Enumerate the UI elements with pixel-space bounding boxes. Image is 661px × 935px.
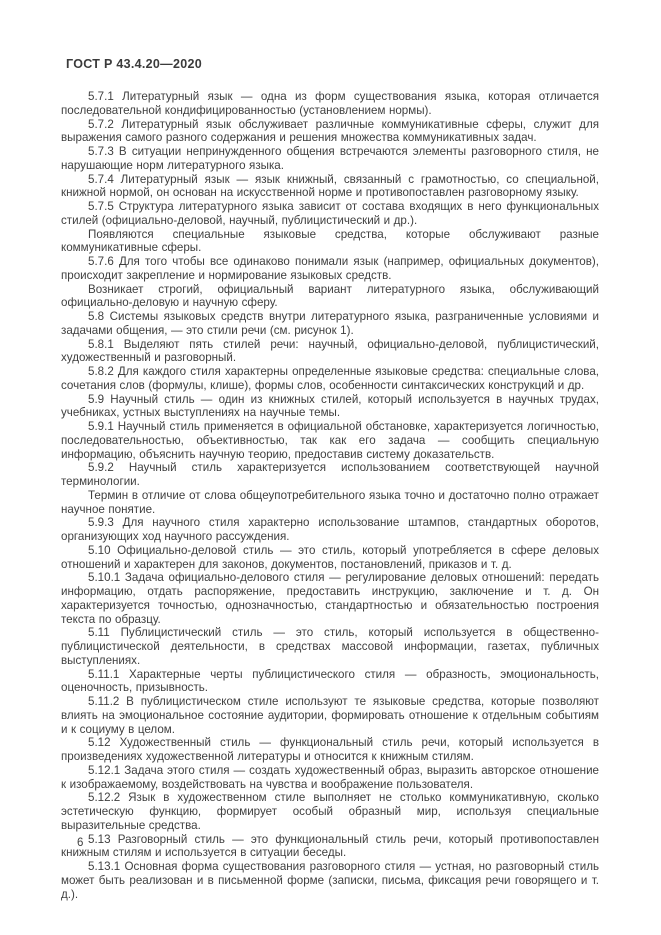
paragraph: 5.9.1 Научный стиль применяется в официальной обстановке, характеризуется логичностью, последовательностью, объективностью, так как его задача — сообщить специальную информацию, объяснить научную теорию, предоставив систему доказательств. bbox=[61, 420, 599, 461]
paragraph: 5.7.5 Структура литературного языка зависит от состава входящих в него функциональных стилей (официально-деловой, научный, публицистический и др.). bbox=[61, 200, 599, 227]
paragraph: 5.7.4 Литературный язык — язык книжный, связанный с грамотностью, со специальной, книжной нормой, он основан на искусственной норме и противопоставлен разговорному языку. bbox=[61, 172, 599, 200]
paragraph: 5.7.6 Для того чтобы все одинаково понимали язык (например, официальных документов), происходит закрепление и нормирование языковых средств. bbox=[61, 255, 599, 282]
paragraph: 5.8.1 Выделяют пять стилей речи: научный, официально-деловой, публицистический, художественный и разговорный. bbox=[61, 337, 599, 365]
paragraph: 5.11.1 Характерные черты публицистического стиля — образность, эмоциональность, оценочность, призывность. bbox=[61, 667, 599, 695]
paragraph: Термин в отличие от слова общеупотребительного языка точно и достаточно полно отражает научное понятие. bbox=[61, 488, 599, 516]
paragraph: 5.12 Художественный стиль — функциональный стиль речи, который используется в произведениях художественной литературы и относится к книжным стилям. bbox=[61, 736, 599, 763]
paragraph: 5.9.3 Для научного стиля характерно использование штампов, стандартных оборотов, организующих ход научного рассуждения. bbox=[61, 516, 599, 543]
paragraph: 5.11.2 В публицистическом стиле используют те языковые средства, которые позволяют влиять на эмоциональное состояние аудитории, формировать отношение к отдельным событиям и к социуму в целом. bbox=[61, 695, 599, 736]
page-number: 6 bbox=[77, 837, 84, 849]
paragraph: 5.13 Разговорный стиль — это функциональный стиль речи, который противопоставлен книжным стилям и используется в ситуации беседы. bbox=[61, 832, 599, 860]
paragraph: 5.10.1 Задача официально-делового стиля — регулирование деловых отношений: передать информацию, отдать распоряжение, предоставить инструкцию, заключение и т. д. Он характеризуется точностью, однозначностью, стандартностью и обязательностью построения текста по образцу. bbox=[61, 571, 599, 626]
paragraph: 5.9.2 Научный стиль характеризуется использованием соответствующей научной терминологии. bbox=[61, 461, 599, 488]
paragraph: 5.10 Официально-деловой стиль — это стиль, который употребляется в сфере деловых отношений и характерен для законов, документов, постановлений, приказов и т. д. bbox=[61, 543, 599, 571]
paragraph: 5.11 Публицистический стиль — это стиль, который используется в общественно-публицистической деятельности, в средствах массовой информации, газетах, публичных выступлениях. bbox=[61, 626, 599, 667]
paragraph: 5.8 Системы языковых средств внутри литературного языка, разграниченные условиями и задачами общения, — это стили речи (см. рисунок 1). bbox=[61, 310, 599, 337]
paragraph: Появляются специальные языковые средства, которые обслуживают разные коммуникативные сферы. bbox=[61, 227, 599, 255]
paragraph: 5.7.3 В ситуации непринужденного общения встречаются элементы разговорного стиля, не нарушающие норм литературного языка. bbox=[61, 145, 599, 172]
paragraph: 5.12.2 Язык в художественном стиле выполняет не столько коммуникативную, сколько эстетическую функцию, формирует особый образный мир, используя специальные выразительные средства. bbox=[61, 791, 599, 832]
paragraph: 5.9 Научный стиль — один из книжных стилей, который используется в научных трудах, учебниках, устных выступлениях на научные темы. bbox=[61, 392, 599, 420]
paragraph: Возникает строгий, официальный вариант литературного языка, обслуживающий официально-деловую и научную сферу. bbox=[61, 282, 599, 310]
body-text bbox=[61, 90, 599, 901]
paragraph: 5.7.1 Литературный язык — одна из форм существования языка, которая отличается последовательной кондифицированностью (установлением нормы). bbox=[61, 90, 599, 117]
paragraph: 5.8.2 Для каждого стиля характерны определенные языковые средства: специальные слова, сочетания слов (формулы, клише), формы слов, особенности синтаксических конструкций и др. bbox=[61, 365, 599, 392]
paragraph: 5.12.1 Задача этого стиля — создать художественный образ, выразить авторское отношение к изображаемому, воздействовать на чувства и воображение пользователя. bbox=[61, 763, 599, 791]
document-standard-number: ГОСТ Р 43.4.20—2020 bbox=[66, 57, 202, 71]
paragraph: 5.7.2 Литературный язык обслуживает различные коммуникативные сферы, служит для выражения самого разного содержания и решения множества коммуникативных задач. bbox=[61, 117, 599, 145]
paragraph: 5.13.1 Основная форма существования разговорного стиля — устная, но разговорный стиль может быть реализован и в письменной форме (записки, письма, фиксация речи говорящего и т. д.). bbox=[61, 860, 599, 901]
